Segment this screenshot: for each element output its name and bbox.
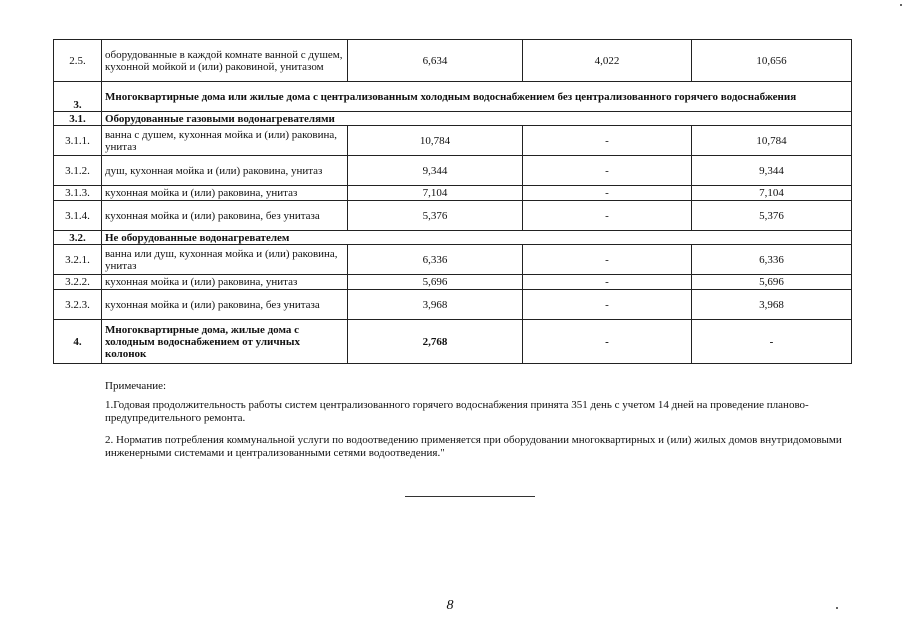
row-number: 3.2.1.	[54, 245, 102, 275]
section-title: Не оборудованные водонагревателем	[102, 231, 852, 245]
row-description: душ, кухонная мойка и (или) раковина, унитаз	[102, 156, 348, 186]
value-total: 7,104	[692, 186, 852, 201]
value-hot-water: -	[523, 320, 692, 364]
value-hot-water: -	[523, 156, 692, 186]
row-description: кухонная мойка и (или) раковина, без унитаза	[102, 201, 348, 231]
value-cold-water: 3,968	[348, 290, 523, 320]
row-number: 3.2.2.	[54, 275, 102, 290]
value-cold-water: 7,104	[348, 186, 523, 201]
value-hot-water: -	[523, 245, 692, 275]
row-description: ванна с душем, кухонная мойка и (или) раковина, унитаз	[102, 126, 348, 156]
row-number: 3.1.2.	[54, 156, 102, 186]
table-row	[54, 290, 852, 320]
value-hot-water: -	[523, 275, 692, 290]
notes-section	[105, 380, 845, 469]
table-row	[54, 201, 852, 231]
table-row	[54, 156, 852, 186]
value-cold-water: 6,634	[348, 40, 523, 82]
row-number: 3.	[54, 82, 102, 112]
row-description: кухонная мойка и (или) раковина, унитаз	[102, 186, 348, 201]
value-total: 10,656	[692, 40, 852, 82]
row-number: 3.1.1.	[54, 126, 102, 156]
value-cold-water: 6,336	[348, 245, 523, 275]
table-body	[54, 40, 852, 364]
row-description: оборудованные в каждой комнате ванной с душем, кухонной мойкой и (или) раковиной, унитазом	[102, 40, 348, 82]
row-number: 2.5.	[54, 40, 102, 82]
value-total: -	[692, 320, 852, 364]
value-hot-water: -	[523, 201, 692, 231]
value-cold-water: 9,344	[348, 156, 523, 186]
section-row	[54, 231, 852, 245]
page-number: 8	[446, 598, 454, 613]
row-description: кухонная мойка и (или) раковина, унитаз	[102, 275, 348, 290]
value-cold-water: 5,376	[348, 201, 523, 231]
section-title: Многоквартирные дома или жилые дома с централизованным холодным водоснабжением без централизованного горячего водоснабжения	[102, 82, 852, 112]
value-total: 3,968	[692, 290, 852, 320]
scan-speck	[900, 4, 902, 6]
value-hot-water: 4,022	[523, 40, 692, 82]
row-number: 3.2.3.	[54, 290, 102, 320]
row-description: ванна или душ, кухонная мойка и (или) раковина, унитаз	[102, 245, 348, 275]
value-hot-water: -	[523, 186, 692, 201]
table-row	[54, 245, 852, 275]
table-row	[54, 186, 852, 201]
table-row	[54, 275, 852, 290]
value-total: 5,376	[692, 201, 852, 231]
value-cold-water: 10,784	[348, 126, 523, 156]
row-number: 3.1.3.	[54, 186, 102, 201]
consumption-norms-table	[53, 39, 852, 364]
table-row	[54, 320, 852, 364]
table-row	[54, 40, 852, 82]
value-hot-water: -	[523, 290, 692, 320]
note-2: 2. Норматив потребления коммунальной услуги по водоотведению применяется при оборудовании многоквартирных и (или) жилых домов внутридомовыми инженерными системами и централизованными сетями водоотведения."	[105, 434, 842, 459]
value-total: 9,344	[692, 156, 852, 186]
row-number: 3.1.4.	[54, 201, 102, 231]
value-cold-water: 2,768	[348, 320, 523, 364]
row-number: 3.2.	[54, 231, 102, 245]
value-cold-water: 5,696	[348, 275, 523, 290]
section-title: Оборудованные газовыми водонагревателями	[102, 112, 852, 126]
value-total: 5,696	[692, 275, 852, 290]
value-total: 6,336	[692, 245, 852, 275]
note-1: 1.Годовая продолжительность работы систем централизованного горячего водоснабжения принята 351 день с учетом 14 дней на проведение планово-предупредительного ремонта.	[105, 399, 809, 424]
section-row	[54, 82, 852, 112]
row-number: 4.	[54, 320, 102, 364]
value-total: 10,784	[692, 126, 852, 156]
row-number: 3.1.	[54, 112, 102, 126]
notes-title: Примечание:	[105, 380, 167, 392]
table-row	[54, 126, 852, 156]
section-row	[54, 112, 852, 126]
scan-speck	[836, 607, 838, 609]
row-description: кухонная мойка и (или) раковина, без унитаза	[102, 290, 348, 320]
row-description: Многоквартирные дома, жилые дома с холодным водоснабжением от уличных колонок	[102, 320, 348, 364]
value-hot-water: -	[523, 126, 692, 156]
separator-line	[405, 496, 535, 497]
